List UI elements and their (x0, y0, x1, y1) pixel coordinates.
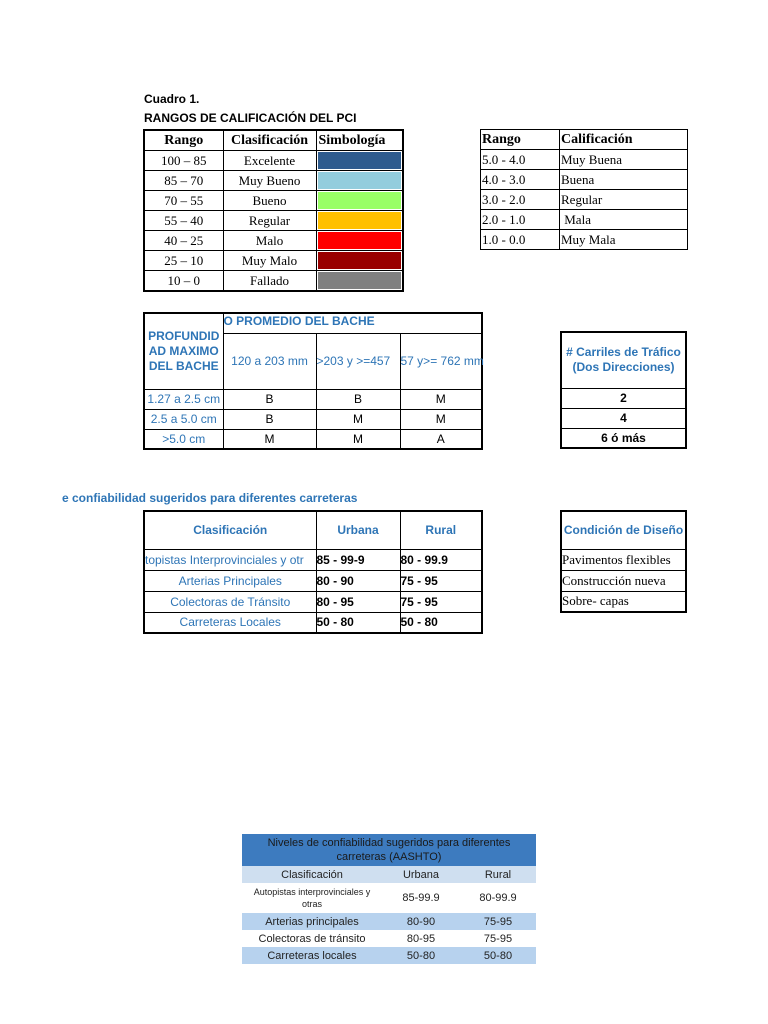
header-calificacion: Calificación (560, 130, 688, 150)
cell-clasificacion (242, 883, 382, 913)
cell-urbana: 85-99.9 (402, 892, 440, 904)
cell-value: B (223, 389, 316, 409)
color-swatch (318, 232, 402, 249)
header-simbologia: Simbología (316, 130, 403, 151)
bache-corner-header (144, 313, 223, 389)
aashto-title-row (242, 834, 536, 866)
color-swatch (318, 272, 402, 289)
color-swatch-cell (316, 251, 403, 271)
carriles-table (560, 331, 687, 449)
cell-rural: 75 - 95 (400, 591, 482, 612)
cell-clasificacion: Malo (223, 231, 316, 251)
cell-clasificacion: Arterias principales (265, 915, 359, 928)
table-row (561, 388, 686, 408)
cell-clasificacion: Fallado (223, 271, 316, 292)
bache-table (143, 312, 483, 450)
cell-value: Construcción nueva (561, 570, 686, 591)
table-row (144, 251, 403, 271)
table-header-row (561, 511, 686, 549)
cell-urbana: 85 - 99-9 (316, 549, 400, 570)
header-clasificacion: Clasificación (281, 868, 343, 881)
color-swatch-cell (316, 231, 403, 251)
col-header: 57 y>= 762 mm (400, 333, 482, 389)
color-swatch (318, 172, 402, 189)
table-header-row (242, 866, 536, 883)
table-header-row (481, 130, 688, 150)
cell-clasificacion: Colectoras de tránsito (258, 932, 366, 945)
calificacion-table (480, 129, 688, 250)
cell-rango: 100 – 85 (144, 151, 223, 171)
cell-value: 4 (561, 408, 686, 428)
table-row (144, 191, 403, 211)
table-row (144, 171, 403, 191)
cell-rural: 50-80 (483, 949, 513, 962)
table-row (561, 428, 686, 448)
table-row (561, 591, 686, 612)
table-row (481, 150, 688, 170)
table-row (481, 190, 688, 210)
cell-rango: 70 – 55 (144, 191, 223, 211)
cell-urbana: 50 - 80 (316, 612, 400, 633)
cell-clasificacion: Muy Malo (223, 251, 316, 271)
pci-ranges-table (143, 129, 404, 292)
table-row (242, 930, 536, 947)
cell-clasificacion: Bueno (223, 191, 316, 211)
cell-urbana: 80 - 95 (316, 591, 400, 612)
aashto-title-line: Niveles de confiabilidad sugeridos para diferentes (267, 837, 511, 849)
header-clasificacion: Clasificación (144, 511, 316, 549)
cell-calificacion: Regular (560, 190, 688, 210)
color-swatch (318, 252, 402, 269)
cell-rango: 10 – 0 (144, 271, 223, 292)
table-row (561, 549, 686, 570)
header-urbana: Urbana (316, 511, 400, 549)
table-row (144, 549, 482, 570)
cell-clasificacion: Arterias Principales (144, 570, 316, 591)
cell-urbana: 80-95 (406, 932, 436, 945)
table-header-row (144, 130, 403, 151)
table-row (242, 947, 536, 964)
row-label: 1.27 a 2.5 cm (144, 389, 223, 409)
color-swatch-cell (316, 271, 403, 292)
cell-clasificacion: Carreteras Locales (144, 612, 316, 633)
cuadro-label: Cuadro 1. (144, 92, 200, 106)
col-header: 120 a 203 mm (223, 333, 316, 389)
corner-line: DEL BACHE (148, 358, 219, 373)
table-row (144, 429, 482, 449)
pci-title: RANGOS DE CALIFICACIÓN DEL PCI (144, 111, 357, 125)
cell-rango: 2.0 - 1.0 (481, 210, 560, 230)
table-row (144, 612, 482, 633)
aashto-table (242, 834, 536, 964)
table-row (144, 271, 403, 292)
header-rango: Rango (144, 130, 223, 151)
table-row (144, 231, 403, 251)
table-header-row (144, 511, 482, 549)
carriles-header-line: (Dos Direcciones) (572, 360, 675, 375)
cell-calificacion: Muy Buena (560, 150, 688, 170)
header-clasificacion: Clasificación (223, 130, 316, 151)
cell-value: Pavimentos flexibles (561, 549, 686, 570)
cell-rural: 80 - 99.9 (400, 549, 482, 570)
table-row (144, 151, 403, 171)
table-row (561, 408, 686, 428)
cell-calificacion: Mala (560, 210, 688, 230)
cell-rango: 25 – 10 (144, 251, 223, 271)
table-row (481, 230, 688, 250)
confiabilidad-table (143, 510, 483, 634)
table-row (144, 591, 482, 612)
table-row (144, 409, 482, 429)
cell-clasificacion: Regular (223, 211, 316, 231)
cell-rural: 75-95 (483, 932, 513, 945)
clas-line: otras (301, 899, 322, 909)
table-header-row (561, 332, 686, 388)
cell-urbana: 80-90 (406, 915, 436, 928)
cell-rural: 75-95 (483, 915, 513, 928)
cell-rango: 3.0 - 2.0 (481, 190, 560, 210)
col-header: >203 y >=457 (316, 333, 400, 389)
cell-value: Sobre- capas (561, 591, 686, 612)
cell-clasificacion: Colectoras de Tránsito (144, 591, 316, 612)
cell-rural: 80-99.9 (479, 892, 517, 904)
cell-value: M (223, 429, 316, 449)
cell-rango: 5.0 - 4.0 (481, 150, 560, 170)
color-swatch (318, 152, 402, 169)
cell-value: B (316, 389, 400, 409)
carriles-header (561, 332, 686, 388)
table-row (144, 211, 403, 231)
condicion-diseno-table (560, 510, 687, 613)
color-swatch-cell (316, 151, 403, 171)
cell-value: M (400, 389, 482, 409)
color-swatch (318, 212, 402, 229)
cell-rango: 85 – 70 (144, 171, 223, 191)
aashto-title (242, 834, 536, 866)
corner-line: AD MAXIMO (148, 343, 219, 358)
header-rural: Rural (400, 511, 482, 549)
carriles-header-line: # Carriles de Tráfico (566, 345, 681, 360)
cell-value: 6 ó más (561, 428, 686, 448)
aashto-image-table (242, 834, 536, 962)
color-swatch-cell (316, 211, 403, 231)
cell-clasificacion: Carreteras locales (267, 949, 357, 962)
table-row (481, 210, 688, 230)
cell-rango: 55 – 40 (144, 211, 223, 231)
header-urbana: Urbana (402, 868, 440, 881)
table-row (144, 570, 482, 591)
header-rango: Rango (481, 130, 560, 150)
row-label: 2.5 a 5.0 cm (144, 409, 223, 429)
cell-value: A (400, 429, 482, 449)
cell-clasificacion: Muy Bueno (223, 171, 316, 191)
table-row (561, 570, 686, 591)
clas-line: Autopistas interprovinciales y (253, 887, 371, 897)
cell-clasificacion: topistas Interprovinciales y otr (144, 549, 316, 570)
cell-rango: 1.0 - 0.0 (481, 230, 560, 250)
table-row (242, 883, 536, 913)
cell-value: M (400, 409, 482, 429)
condicion-header: Condición de Diseño (561, 511, 686, 549)
table-row (144, 389, 482, 409)
table-row (242, 913, 536, 930)
aashto-title-line: carreteras (AASHTO) (336, 851, 442, 863)
header-rural: Rural (484, 868, 512, 881)
cell-value: B (223, 409, 316, 429)
color-swatch-cell (316, 171, 403, 191)
cell-urbana: 50-80 (406, 949, 436, 962)
color-swatch-cell (316, 191, 403, 211)
table-header-row (144, 313, 482, 333)
cell-rural: 75 - 95 (400, 570, 482, 591)
confiabilidad-title: e confiabilidad sugeridos para diferentes carreteras (62, 491, 358, 505)
cell-rango: 4.0 - 3.0 (481, 170, 560, 190)
table-row (481, 170, 688, 190)
bache-top-header: O PROMEDIO DEL BACHE (223, 313, 482, 333)
cell-rango: 40 – 25 (144, 231, 223, 251)
cell-urbana: 80 - 90 (316, 570, 400, 591)
cell-rural: 50 - 80 (400, 612, 482, 633)
row-label: >5.0 cm (144, 429, 223, 449)
cell-calificacion: Muy Mala (560, 230, 688, 250)
cell-clasificacion: Excelente (223, 151, 316, 171)
corner-line: PROFUNDID (148, 328, 220, 343)
cell-value: M (316, 429, 400, 449)
cell-calificacion: Buena (560, 170, 688, 190)
cell-value: M (316, 409, 400, 429)
color-swatch (318, 192, 402, 209)
cell-value: 2 (561, 388, 686, 408)
